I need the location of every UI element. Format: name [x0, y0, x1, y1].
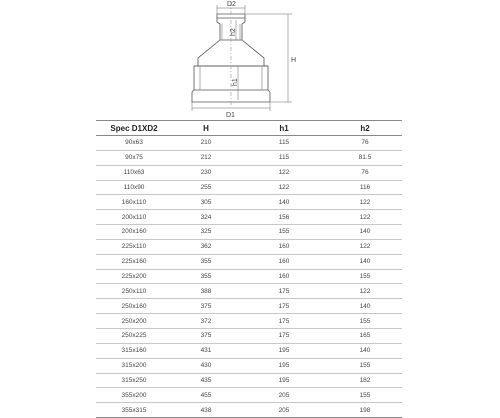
header-h1: h1 [240, 121, 328, 136]
h1-cell: 115 [240, 150, 328, 165]
h2-cell: 140 [328, 225, 402, 240]
header-spec: Spec D1XD2 [96, 121, 172, 136]
spec-cell: 315x200 [96, 358, 172, 373]
header-h2: h2 [328, 121, 402, 136]
h2-cell: 122 [328, 239, 402, 254]
spec-cell: 110x90 [96, 180, 172, 195]
h1-cell: 195 [240, 373, 328, 388]
table-row [96, 150, 402, 165]
table-row [96, 269, 402, 284]
h2-cell: 155 [328, 388, 402, 403]
h-cell: 375 [172, 299, 240, 314]
h1-cell: 155 [240, 225, 328, 240]
table-row [96, 373, 402, 388]
h2-cell: 155 [328, 358, 402, 373]
spec-cell: 250x200 [96, 314, 172, 329]
table-row [96, 165, 402, 180]
h-cell: 388 [172, 284, 240, 299]
spec-table [96, 120, 402, 418]
h-cell: 430 [172, 358, 240, 373]
header-h: H [172, 121, 240, 136]
h1-cell: 175 [240, 328, 328, 343]
table-row [96, 388, 402, 403]
h-cell: 438 [172, 403, 240, 418]
h1-cell: 205 [240, 388, 328, 403]
h2-cell: 81.5 [328, 150, 402, 165]
table-row [96, 239, 402, 254]
spec-cell: 225x160 [96, 254, 172, 269]
d1-label: D1 [226, 112, 235, 118]
h1-cell: 160 [240, 269, 328, 284]
h2-cell: 122 [328, 195, 402, 210]
table-row [96, 254, 402, 269]
h2-cell: 116 [328, 180, 402, 195]
h-cell: 435 [172, 373, 240, 388]
h-cell: 355 [172, 254, 240, 269]
table-row [96, 136, 402, 151]
table-row [96, 180, 402, 195]
table-row [96, 328, 402, 343]
h1-cell: 195 [240, 358, 328, 373]
table-row [96, 403, 402, 418]
h1-label: h1 [232, 78, 239, 86]
spec-table-body [96, 136, 402, 418]
h2-cell: 155 [328, 269, 402, 284]
h1-cell: 160 [240, 254, 328, 269]
table-row [96, 284, 402, 299]
h2-cell: 165 [328, 328, 402, 343]
h1-cell: 122 [240, 180, 328, 195]
spec-cell: 225x110 [96, 239, 172, 254]
h-cell: 355 [172, 269, 240, 284]
h1-cell: 160 [240, 239, 328, 254]
h2-cell: 140 [328, 343, 402, 358]
spec-cell: 160x110 [96, 195, 172, 210]
h-cell: 372 [172, 314, 240, 329]
h-cell: 230 [172, 165, 240, 180]
h2-cell: 182 [328, 373, 402, 388]
h2-cell: 140 [328, 299, 402, 314]
h2-cell: 122 [328, 284, 402, 299]
h1-cell: 122 [240, 165, 328, 180]
h2-label: h2 [230, 28, 237, 36]
spec-cell: 200x110 [96, 210, 172, 225]
spec-cell: 90x75 [96, 150, 172, 165]
h-label: H [291, 57, 297, 64]
d2-label: D2 [227, 1, 236, 8]
h-cell: 255 [172, 180, 240, 195]
h-cell: 324 [172, 210, 240, 225]
h2-cell: 122 [328, 210, 402, 225]
h1-cell: 175 [240, 299, 328, 314]
h2-cell: 76 [328, 136, 402, 151]
h-cell: 431 [172, 343, 240, 358]
h2-cell: 155 [328, 314, 402, 329]
h-cell: 212 [172, 150, 240, 165]
table-row [96, 210, 402, 225]
spec-cell: 250x110 [96, 284, 172, 299]
h-cell: 362 [172, 239, 240, 254]
h-cell: 455 [172, 388, 240, 403]
table-row [96, 225, 402, 240]
h1-cell: 175 [240, 314, 328, 329]
table-row [96, 343, 402, 358]
h-cell: 210 [172, 136, 240, 151]
h2-cell: 198 [328, 403, 402, 418]
h-cell: 305 [172, 195, 240, 210]
spec-table-header [96, 121, 402, 136]
table-row [96, 358, 402, 373]
h1-cell: 205 [240, 403, 328, 418]
table-row [96, 195, 402, 210]
h1-cell: 140 [240, 195, 328, 210]
h1-cell: 175 [240, 284, 328, 299]
spec-cell: 355x315 [96, 403, 172, 418]
spec-cell: 250x225 [96, 328, 172, 343]
h1-cell: 195 [240, 343, 328, 358]
h-cell: 325 [172, 225, 240, 240]
table-row [96, 314, 402, 329]
spec-cell: 90x63 [96, 136, 172, 151]
spec-cell: 355x200 [96, 388, 172, 403]
h1-cell: 156 [240, 210, 328, 225]
reducer-technical-drawing [150, 0, 330, 118]
h-cell: 375 [172, 328, 240, 343]
table-row [96, 299, 402, 314]
reducer-outline-svg [150, 0, 330, 118]
h1-cell: 115 [240, 136, 328, 151]
spec-cell: 225x200 [96, 269, 172, 284]
spec-cell: 315x160 [96, 343, 172, 358]
spec-cell: 200x160 [96, 225, 172, 240]
h2-cell: 76 [328, 165, 402, 180]
spec-cell: 250x160 [96, 299, 172, 314]
spec-cell: 315x250 [96, 373, 172, 388]
h2-cell: 140 [328, 254, 402, 269]
spec-cell: 110x63 [96, 165, 172, 180]
